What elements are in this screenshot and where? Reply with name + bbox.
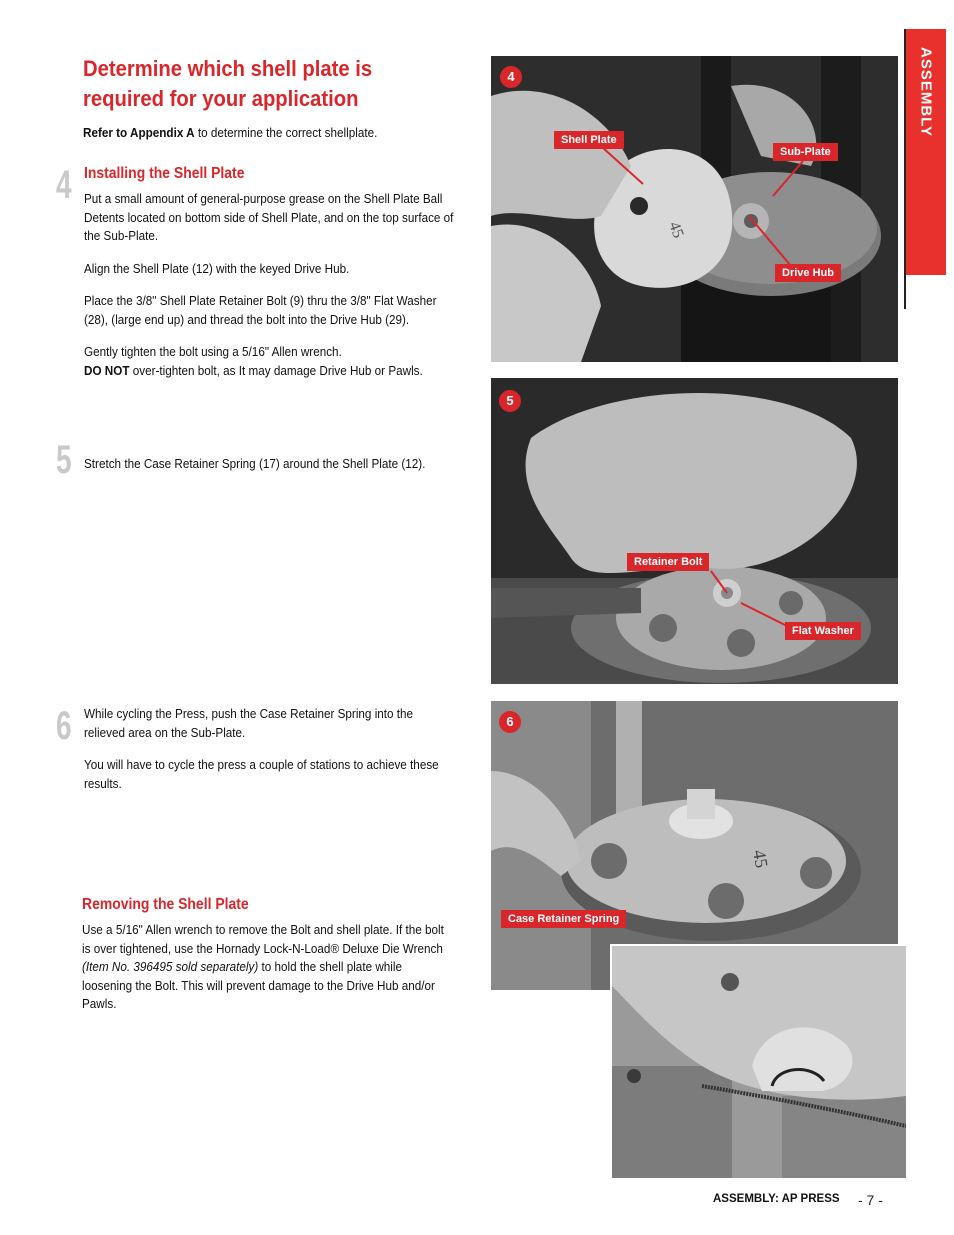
figure-4-photo	[491, 56, 898, 362]
step-4-warning: DO NOT	[84, 362, 130, 378]
figure-6-plate-mark: 45	[749, 848, 772, 870]
side-tab	[906, 29, 946, 275]
callout-retainer-bolt: Retainer Bolt	[627, 553, 709, 571]
step-6-body	[84, 705, 444, 793]
callout-drive-hub: Drive Hub	[775, 264, 841, 282]
callout-shell-plate: Shell Plate	[554, 131, 624, 149]
figure-4-badge: 4	[500, 66, 522, 88]
intro-rest: to determine the correct shellplate.	[194, 125, 378, 140]
figure-4-illustration	[491, 56, 898, 362]
side-tab-label: ASSEMBLY	[917, 47, 935, 137]
intro-bold: Refer to Appendix A	[83, 125, 195, 140]
removing-text-b: to hold the shell plate while loosening the Bolt. This will prevent damage to the Drive Hub and/or Pawls.	[82, 959, 435, 1011]
step-6-number: 6	[56, 704, 72, 748]
intro-text	[83, 125, 377, 140]
figure-5-badge: 5	[499, 390, 521, 412]
step-4-number: 4	[56, 163, 72, 207]
figure-6-detail-illustration	[612, 946, 906, 1178]
step-5-p1: Stretch the Case Retainer Spring (17) around the Shell Plate (12).	[84, 456, 426, 471]
page-title: Determine which shell plate is required for your application	[83, 56, 373, 111]
step-6-p1: While cycling the Press, push the Case Retainer Spring into the relieved area on the Sub-Plate.	[84, 706, 414, 740]
figure-4-plate-mark: 45	[665, 219, 687, 241]
step-5-number: 5	[56, 438, 72, 482]
callout-flat-washer: Flat Washer	[785, 622, 861, 640]
removing-body	[82, 921, 449, 1014]
removing-text-a: Use a 5/16" Allen wrench to remove the Bolt and shell plate. If the bolt is over tightened, use the Hornady Lock-N-Load® Deluxe Die Wrench	[82, 922, 444, 956]
step-4-body	[84, 190, 462, 380]
step-4-p1: Put a small amount of general-purpose grease on the Shell Plate Ball Detents located on bottom side of Shell Plate, and on the top surface of the Sub-Plate.	[84, 191, 454, 243]
removing-item-note: (Item No. 396495 sold separately)	[82, 959, 259, 974]
step-4-p5-rest: over-tighten bolt, as It may damage Drive Hub or Pawls.	[129, 362, 423, 378]
step-4-heading: Installing the Shell Plate	[84, 165, 245, 182]
step-6-p2: You will have to cycle the press a couple of stations to achieve these results.	[84, 757, 439, 791]
step-4-p2: Align the Shell Plate (12) with the keyed Drive Hub.	[84, 260, 350, 276]
removing-heading: Removing the Shell Plate	[82, 896, 249, 913]
figure-6-badge: 6	[499, 711, 521, 733]
footer-page-number: - 7 -	[858, 1192, 883, 1208]
step-4-p4: Gently tighten the bolt using a 5/16" Allen wrench.	[84, 344, 342, 359]
figure-6-detail-photo	[610, 944, 906, 1178]
step-4-p3: Place the 3/8" Shell Plate Retainer Bolt (9) thru the 3/8" Flat Washer (28), (large end up) and thread the bolt into the Drive Hub (29).	[84, 293, 437, 327]
callout-case-retainer-spring: Case Retainer Spring	[501, 910, 626, 928]
callout-sub-plate: Sub-Plate	[773, 143, 838, 161]
footer-section-label: ASSEMBLY: AP PRESS	[713, 1193, 840, 1205]
step-4-p5	[84, 362, 462, 381]
